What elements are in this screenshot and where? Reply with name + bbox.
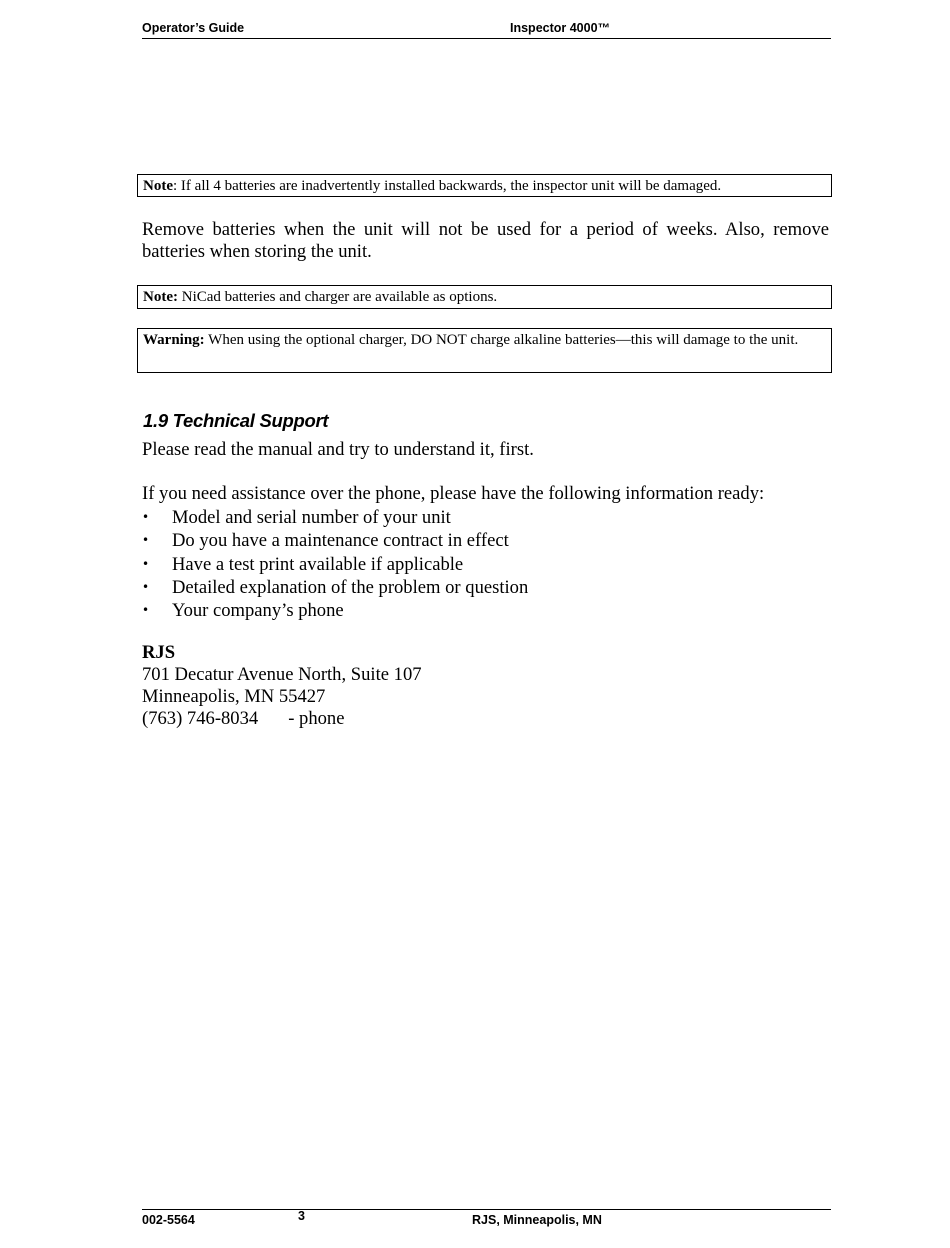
bullet-icon: • <box>142 533 150 548</box>
remove-batteries-paragraph: Remove batteries when the unit will not be used for a period of weeks. Also, remove batteries when storing the unit. <box>142 219 829 262</box>
footer-location: RJS, Minneapolis, MN <box>472 1213 602 1227</box>
note-text: NiCad batteries and charger are available as options. <box>177 289 498 305</box>
header-doc-title: Operator’s Guide <box>142 21 245 35</box>
list-item-text: Have a test print available if applicable <box>172 553 464 575</box>
list-item <box>142 529 528 552</box>
support-checklist <box>142 506 528 622</box>
bullet-icon: • <box>142 510 150 524</box>
read-manual-paragraph: Please read the manual and try to understand it, first. <box>142 439 534 460</box>
contact-address-block <box>142 642 422 730</box>
header-product-name: Inspector 4000™ <box>510 21 611 35</box>
list-item <box>142 553 528 576</box>
list-item-text: Your company’s phone <box>172 600 344 622</box>
bullet-icon: • <box>142 603 150 618</box>
list-item <box>142 506 528 529</box>
city-state-zip: Minneapolis, MN 55427 <box>142 686 326 707</box>
footer-page-number: 3 <box>298 1209 305 1223</box>
note-box-nicad <box>137 285 832 309</box>
phone-number: (763) 746-8034 <box>142 708 259 729</box>
company-name: RJS <box>142 642 176 663</box>
footer-doc-number: 002-5564 <box>142 1213 195 1227</box>
note-label: Note <box>143 178 173 194</box>
section-heading-technical-support: 1.9 Technical Support <box>143 410 329 431</box>
bullet-icon: • <box>142 579 150 594</box>
header-rule <box>142 38 831 39</box>
list-item-text: Detailed explanation of the problem or question <box>172 576 529 598</box>
list-item <box>142 599 528 622</box>
warning-box-charger <box>137 328 832 373</box>
warning-text: When using the optional charger, DO NOT charge alkaline batteries—this will damage to the unit. <box>204 332 799 348</box>
list-item <box>142 576 528 599</box>
list-item-text: Model and serial number of your unit <box>172 507 451 528</box>
note-label: Note: <box>143 289 178 305</box>
street-address: 701 Decatur Avenue North, Suite 107 <box>142 664 422 685</box>
list-item-text: Do you have a maintenance contract in effect <box>172 530 509 552</box>
bullet-icon: • <box>142 556 150 571</box>
note-box-batteries-backwards <box>137 174 832 197</box>
warning-content <box>143 331 826 350</box>
assistance-intro-paragraph: If you need assistance over the phone, please have the following information ready: <box>142 483 765 504</box>
phone-label: - phone <box>288 708 345 729</box>
footer-rule <box>142 1209 831 1210</box>
warning-label: Warning: <box>143 332 205 348</box>
note-text: : If all 4 batteries are inadvertently installed backwards, the inspector unit will be damaged. <box>173 178 722 194</box>
phone-line <box>142 708 422 730</box>
